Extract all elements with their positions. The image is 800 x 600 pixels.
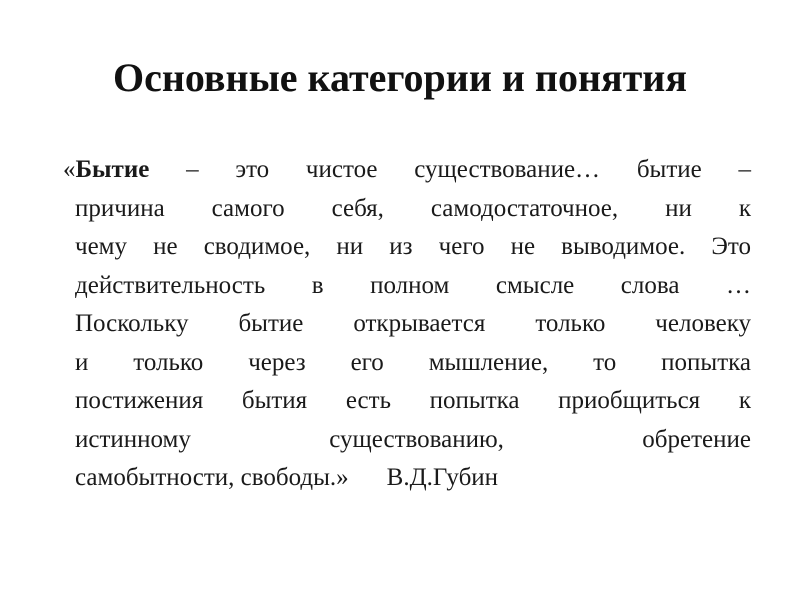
quote-line-5: Поскольку бытие открывается только человеку (75, 310, 751, 337)
quote-term: Бытие (75, 156, 150, 183)
quote-line-1 (63, 151, 751, 190)
quote-line-8: истинному существованию, обретение (75, 425, 751, 453)
quote-line-6: и только через его мышление, то попытка (75, 348, 751, 376)
quote-author: В.Д.Губин (386, 464, 499, 491)
quote-line-1-text: – это чистое существование… бытие – (149, 156, 751, 183)
quote-block (63, 151, 751, 498)
quote-line-3: чему не сводимое, ни из чего не выводимое. Это (75, 233, 751, 260)
quote-line-9-text: самобытности, свободы.» (75, 464, 349, 491)
quote-line-4: действительность в полном смысле слова … (75, 271, 751, 299)
quote-line-2: причина самого себя, самодостаточное, ни к (75, 194, 751, 222)
quote-line-9 (75, 459, 751, 498)
slide-title: Основные категории и понятия (113, 55, 687, 100)
open-quote-mark: « (63, 156, 76, 183)
quote-line-7: постижения бытия есть попытка приобщиться к (75, 387, 751, 414)
